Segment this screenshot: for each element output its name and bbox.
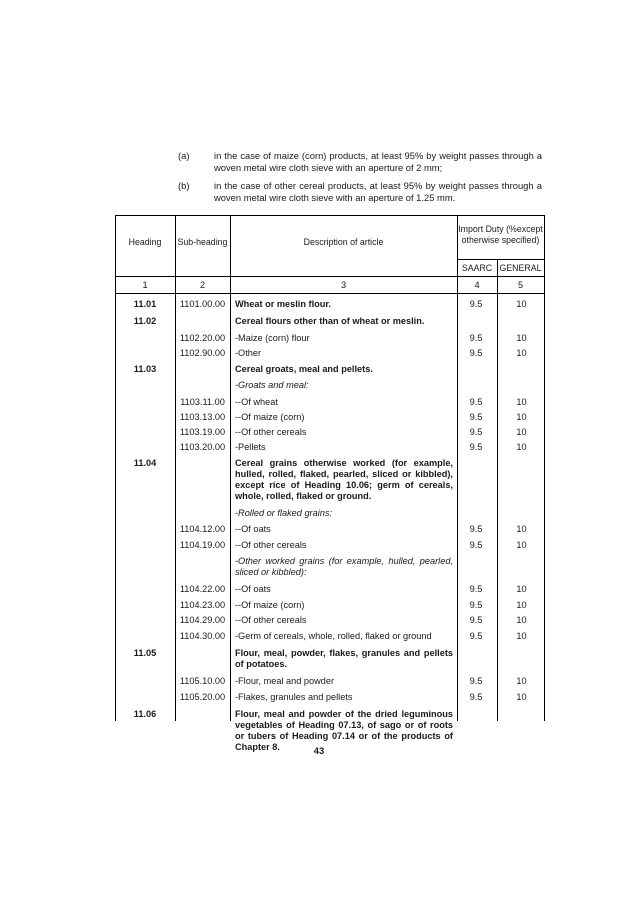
heading-cell: 11.05 [133,648,157,658]
table-row [115,333,545,348]
saarc-rate-cell: 9.5 [469,615,483,625]
description-cell: Wheat or meslin flour. [235,299,331,309]
table-row [115,631,545,648]
description-cell: -Germ of cereals, whole, rolled, flaked or ground [235,631,432,641]
table-row [115,540,545,556]
column-number: 5 [517,280,524,290]
header-subheading: Sub-heading [177,237,228,247]
header-import-duty: Import Duty (%except otherwise specified) [458,224,543,245]
description-cell: --Of other cereals [235,615,307,625]
table-row [115,615,545,631]
subheading-cell: 1104.22.00 [179,584,226,594]
saarc-rate-cell: 9.5 [469,676,483,686]
saarc-rate-cell: 9.5 [469,540,483,550]
subheading-cell: 1103.20.00 [179,442,226,452]
description-cell: --Of maize (corn) [235,600,305,610]
subheading-cell: 1104.23.00 [179,600,226,610]
general-rate-cell: 10 [516,600,527,610]
note-text: in the case of maize (corn) products, at least 95% by weight passes through a woven metal wire cloth sieve with an aperture of 2 mm; [214,150,542,173]
description-cell: -Flour, meal and powder [235,676,335,686]
saarc-rate-cell: 9.5 [469,333,483,343]
general-rate-cell: 10 [516,412,527,422]
duty-subheader-rule [457,259,545,260]
column-number: 1 [142,280,148,290]
header-heading: Heading [128,237,162,247]
saarc-rate-cell: 9.5 [469,397,483,407]
table-row [115,556,545,584]
header-general: GENERAL [499,263,542,273]
subheading-cell: 1103.19.00 [179,427,226,437]
subheading-cell: 1104.12.00 [179,524,226,534]
table-row [115,692,545,709]
general-rate-cell: 10 [516,397,527,407]
general-rate-cell: 10 [516,615,527,625]
table-row [115,584,545,600]
table-body [115,299,545,759]
saarc-rate-cell: 9.5 [469,524,483,534]
saarc-rate-cell: 9.5 [469,299,483,309]
notes [178,150,542,210]
note-text: in the case of other cereal products, at least 95% by weight passes through a woven metal wire cloth sieve with an aperture of 1.25 mm. [214,180,542,203]
table-row [115,458,545,508]
table-row [115,364,545,380]
general-rate-cell: 10 [516,584,527,594]
description-cell: -Other [235,348,262,358]
description-cell: Flour, meal, powder, flakes, granules and pellets of potatoes. [235,648,453,669]
table-row [115,442,545,458]
saarc-rate-cell: 9.5 [469,631,483,641]
table-top-rule [115,215,545,216]
tariff-table [115,215,545,752]
header-saarc: SAARC [461,263,493,273]
table-row [115,412,545,427]
saarc-rate-cell: 9.5 [469,692,483,702]
subheading-cell: 1101.00.00 [179,299,226,309]
table-row [115,316,545,333]
description-cell: --Of other cereals [235,540,307,550]
table-row [115,524,545,540]
general-rate-cell: 10 [516,427,527,437]
description-cell: -Groats and meal: [235,380,309,390]
saarc-rate-cell: 9.5 [469,412,483,422]
saarc-rate-cell: 9.5 [469,442,483,452]
saarc-rate-cell: 9.5 [469,584,483,594]
general-rate-cell: 10 [516,442,527,452]
description-cell: --Of other cereals [235,427,307,437]
description-cell: --Of oats [235,524,271,534]
saarc-rate-cell: 9.5 [469,348,483,358]
heading-cell: 11.06 [133,709,157,719]
description-cell: --Of maize (corn) [235,412,305,422]
column-number: 4 [474,280,480,290]
table-row [115,380,545,397]
description-cell: -Pellets [235,442,266,452]
heading-cell: 11.02 [133,316,157,326]
table-row [115,508,545,524]
description-cell: -Rolled or flaked grains: [235,508,333,518]
header-bottom-rule [115,276,545,277]
column-number-rule [115,293,545,294]
note-label: (a) [178,150,190,161]
subheading-cell: 1102.20.00 [179,333,226,343]
subheading-cell: 1103.11.00 [180,397,225,407]
heading-cell: 11.03 [133,364,157,374]
description-cell: Cereal groats, meal and pellets. [235,364,373,374]
table-row [115,427,545,442]
description-cell: Cereal flours other than of wheat or meslin. [235,316,425,326]
description-cell: -Maize (corn) flour [235,333,310,343]
subheading-cell: 1102.90.00 [179,348,226,358]
table-row [115,676,545,692]
description-cell: Cereal grains otherwise worked (for example, hulled, rolled, flaked, pearled, sliced or kibbled), except rice of Heading 10.06; germ of cereals, whole, rolled, flaked or ground. [235,458,453,501]
saarc-rate-cell: 9.5 [469,427,483,437]
description-cell: --Of oats [235,584,271,594]
note-a [178,150,542,174]
table-row [115,348,545,364]
subheading-cell: 1104.19.00 [179,540,226,550]
subheading-cell: 1104.30.00 [179,631,226,641]
heading-cell: 11.04 [133,458,157,468]
subheading-cell: 1105.20.00 [179,692,226,702]
general-rate-cell: 10 [516,299,527,309]
table-row [115,648,545,676]
column-number: 3 [340,280,347,290]
general-rate-cell: 10 [516,348,527,358]
table-row [115,600,545,615]
description-cell: --Of wheat [235,397,278,407]
table-row [115,397,545,412]
general-rate-cell: 10 [516,524,527,534]
description-cell: Flour, meal and powder of the dried leguminous vegetables of Heading 07.13, of sago or of roots or tubers of Heading 07.14 or of the products of Chapter 8. [235,709,453,752]
heading-cell: 11.01 [133,299,157,309]
note-label: (b) [178,180,190,191]
subheading-cell: 1103.13.00 [179,412,226,422]
saarc-rate-cell: 9.5 [469,600,483,610]
subheading-cell: 1105.10.00 [179,676,226,686]
subheading-cell: 1104.29.00 [179,615,226,625]
description-cell: -Other worked grains (for example, hulled, pearled, sliced or kibbled): [235,556,453,577]
general-rate-cell: 10 [516,692,527,702]
description-cell: -Flakes, granules and pellets [235,692,353,702]
general-rate-cell: 10 [516,676,527,686]
table-row [115,299,545,316]
general-rate-cell: 10 [516,631,527,641]
note-b [178,180,542,204]
column-number: 2 [199,280,206,290]
general-rate-cell: 10 [516,540,527,550]
general-rate-cell: 10 [516,333,527,343]
header-description: Description of article [303,237,384,247]
page-number: 43 [313,745,325,756]
